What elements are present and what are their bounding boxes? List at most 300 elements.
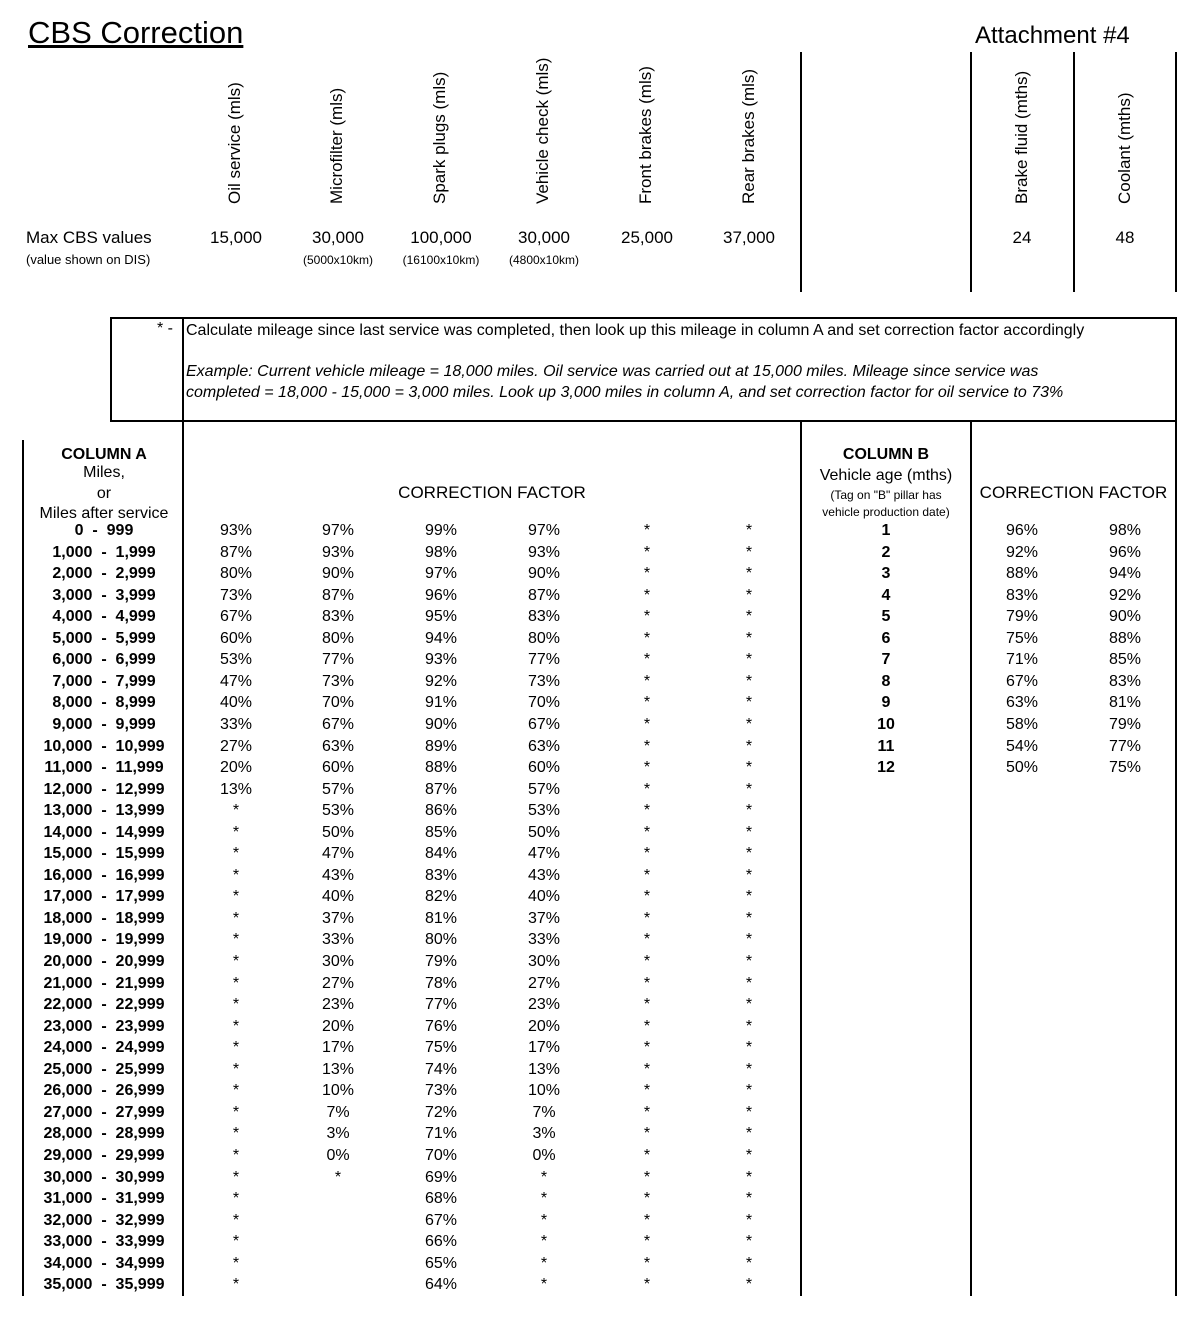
correction-cell: * — [643, 953, 651, 970]
correction-cell: * — [745, 780, 753, 798]
correction-cell: * — [232, 866, 240, 884]
correction-cell: 50% — [321, 823, 355, 841]
correction-cell: * — [745, 1082, 753, 1100]
age-correction-cell: 67% — [1005, 672, 1039, 690]
column-header: Rear brakes (mls) — [739, 68, 758, 204]
correction-cell: * — [745, 866, 753, 884]
correction-cell: * — [232, 1103, 240, 1121]
mileage-range: 32,000 - 32,999 — [43, 1211, 165, 1229]
correction-cell: * — [745, 845, 753, 863]
mileage-range: 31,000 - 31,999 — [43, 1190, 165, 1208]
age-correction-cell: 98% — [1108, 522, 1142, 539]
table-divider — [800, 422, 802, 1296]
table-right-border — [1175, 422, 1177, 1296]
correction-cell: 91% — [424, 694, 458, 712]
correction-cell: 73% — [527, 672, 561, 690]
correction-cell: 50% — [527, 823, 561, 841]
mileage-range: 28,000 - 28,999 — [43, 1125, 165, 1143]
age-correction-cell: 75% — [1108, 759, 1142, 777]
correction-cell: 83% — [527, 608, 561, 626]
correction-cell: * — [232, 1082, 240, 1100]
correction-cell: * — [745, 1060, 753, 1078]
correction-cell: 84% — [424, 845, 458, 863]
correction-cell: 40% — [321, 888, 355, 906]
correction-cell: * — [643, 694, 651, 712]
correction-cell: 7% — [532, 1103, 556, 1121]
correction-cell: 67% — [527, 715, 561, 733]
max-subvalue: (16100x10km) — [402, 253, 480, 267]
correction-cell: * — [643, 651, 651, 669]
correction-cell: 87% — [527, 586, 561, 604]
correction-cell: * — [745, 737, 753, 755]
age-correction-cell: 79% — [1108, 715, 1142, 733]
correction-cell: * — [232, 823, 240, 841]
mileage-range: 0 - 999 — [74, 522, 134, 539]
correction-cell: * — [745, 996, 753, 1014]
max-value: 24 — [1012, 228, 1032, 247]
age-correction-cell: 88% — [1005, 565, 1039, 583]
correction-cell: 60% — [321, 759, 355, 777]
correction-cell: * — [643, 866, 651, 884]
note-box-bottom — [110, 420, 1177, 422]
age-correction-cell: 88% — [1108, 629, 1142, 647]
correction-cell: 20% — [321, 1017, 355, 1035]
mileage-range: 6,000 - 6,999 — [52, 651, 156, 669]
column-b-line1: Vehicle age (mths) — [819, 467, 953, 484]
correction-cell: * — [745, 823, 753, 841]
correction-cell: 80% — [219, 565, 253, 583]
divider — [1073, 52, 1075, 292]
correction-cell: * — [232, 1211, 240, 1229]
note-box-divider — [182, 317, 184, 422]
max-value: 100,000 — [410, 228, 472, 247]
correction-cell: 80% — [527, 629, 561, 647]
correction-cell: 23% — [321, 996, 355, 1014]
correction-cell: * — [643, 1103, 651, 1121]
correction-cell: 83% — [424, 866, 458, 884]
correction-cell: * — [643, 1276, 651, 1294]
correction-cell: * — [232, 996, 240, 1014]
correction-cell: * — [745, 888, 753, 906]
correction-cell: * — [745, 1125, 753, 1143]
age-month: 10 — [877, 715, 895, 733]
correction-cell: * — [643, 1233, 651, 1251]
correction-cell: * — [232, 1146, 240, 1164]
correction-cell: * — [643, 1017, 651, 1035]
correction-cell: 7% — [326, 1103, 350, 1121]
correction-cell: 3% — [326, 1125, 350, 1143]
mileage-range: 10,000 - 10,999 — [43, 737, 165, 755]
mileage-range: 24,000 - 24,999 — [43, 1039, 165, 1057]
correction-cell: * — [232, 1254, 240, 1272]
max-value: 25,000 — [621, 228, 673, 247]
correction-cell: * — [232, 1168, 240, 1186]
column-a-title: COLUMN A — [61, 446, 147, 463]
correction-cell: 76% — [424, 1017, 458, 1035]
correction-cell: 63% — [321, 737, 355, 755]
age-correction-cell: 63% — [1005, 694, 1039, 712]
max-subvalue: (4800x10km) — [508, 253, 580, 267]
note-marker: * - — [157, 320, 173, 337]
correction-cell: * — [643, 1190, 651, 1208]
max-value: 15,000 — [210, 228, 262, 247]
correction-cell: 81% — [424, 909, 458, 927]
age-month: 2 — [881, 543, 891, 561]
age-correction-cell: 50% — [1005, 759, 1039, 777]
correction-cell: * — [643, 759, 651, 777]
correction-cell: * — [643, 823, 651, 841]
correction-cell: 17% — [527, 1039, 561, 1057]
age-correction-cell: 75% — [1005, 629, 1039, 647]
age-month: 3 — [881, 565, 891, 583]
correction-cell: * — [745, 629, 753, 647]
correction-cell: 69% — [424, 1168, 458, 1186]
column-b-line2: (Tag on "B" pillar has — [830, 488, 942, 502]
correction-cell: 92% — [424, 672, 458, 690]
mileage-range: 1,000 - 1,999 — [52, 543, 156, 561]
correction-cell: 10% — [527, 1082, 561, 1100]
correction-cell: 73% — [219, 586, 253, 604]
correction-cell: * — [232, 802, 240, 820]
correction-cell: * — [745, 1103, 753, 1121]
column-header: Brake fluid (mths) — [1012, 70, 1031, 204]
correction-factor-label: CORRECTION FACTOR — [398, 483, 586, 502]
age-month: 6 — [881, 629, 891, 647]
column-header: Microfilter (mls) — [327, 87, 346, 204]
correction-cell: 70% — [321, 694, 355, 712]
correction-cell: * — [745, 974, 753, 992]
correction-cell: * — [745, 1190, 753, 1208]
correction-cell: * — [643, 1039, 651, 1057]
age-correction-cell: 77% — [1108, 737, 1142, 755]
correction-cell: 0% — [326, 1146, 350, 1164]
correction-cell: 90% — [321, 565, 355, 583]
correction-cell: 43% — [321, 866, 355, 884]
correction-cell: 95% — [424, 608, 458, 626]
correction-cell: 33% — [527, 931, 561, 949]
mileage-range: 2,000 - 2,999 — [52, 565, 156, 583]
correction-cell: 98% — [424, 543, 458, 561]
age-correction-cell: 96% — [1005, 522, 1039, 539]
age-correction-cell: 81% — [1108, 694, 1142, 712]
correction-cell: * — [643, 1168, 651, 1186]
correction-cell: 57% — [321, 780, 355, 798]
correction-cell: * — [232, 1125, 240, 1143]
correction-cell: 67% — [219, 608, 253, 626]
correction-cell: * — [232, 1276, 240, 1294]
correction-cell: * — [745, 1168, 753, 1186]
mileage-range: 29,000 - 29,999 — [43, 1146, 165, 1164]
correction-cell: 27% — [527, 974, 561, 992]
correction-cell: 53% — [321, 802, 355, 820]
age-correction-cell: 71% — [1005, 651, 1039, 669]
correction-cell: 75% — [424, 1039, 458, 1057]
correction-cell: * — [232, 888, 240, 906]
correction-cell: 93% — [424, 651, 458, 669]
correction-cell: 82% — [424, 888, 458, 906]
correction-cell: * — [232, 1190, 240, 1208]
mileage-range: 35,000 - 35,999 — [43, 1276, 165, 1294]
max-value: 30,000 — [312, 228, 364, 247]
correction-cell: * — [643, 1060, 651, 1078]
correction-cell: * — [745, 953, 753, 970]
correction-cell: * — [643, 737, 651, 755]
mileage-range: 15,000 - 15,999 — [43, 845, 165, 863]
correction-cell: 47% — [321, 845, 355, 863]
column-a-line1: Miles, — [83, 464, 125, 481]
correction-cell: 57% — [527, 780, 561, 798]
mileage-range: 34,000 - 34,999 — [43, 1254, 165, 1272]
correction-cell: 63% — [527, 737, 561, 755]
correction-cell: 66% — [424, 1233, 458, 1251]
note-box-right — [1175, 317, 1177, 422]
correction-cell: 97% — [424, 565, 458, 583]
correction-cell: * — [745, 1233, 753, 1251]
correction-cell: * — [232, 1060, 240, 1078]
correction-cell: 86% — [424, 802, 458, 820]
mileage-range: 19,000 - 19,999 — [43, 931, 165, 949]
column-b-title: COLUMN B — [842, 446, 930, 463]
correction-cell: * — [643, 543, 651, 561]
correction-cell: 37% — [321, 909, 355, 927]
correction-cell: 37% — [527, 909, 561, 927]
divider — [970, 52, 972, 292]
correction-cell: 88% — [424, 759, 458, 777]
correction-cell: * — [643, 629, 651, 647]
correction-cell: 13% — [527, 1060, 561, 1078]
mileage-range: 4,000 - 4,999 — [52, 608, 156, 626]
correction-cell: * — [745, 802, 753, 820]
correction-cell: * — [643, 909, 651, 927]
mileage-range: 21,000 - 21,999 — [43, 974, 165, 992]
correction-cell: * — [232, 953, 240, 970]
mileage-range: 33,000 - 33,999 — [43, 1233, 165, 1251]
age-month: 5 — [881, 608, 891, 626]
correction-cell: * — [745, 608, 753, 626]
correction-cell: 90% — [424, 715, 458, 733]
correction-cell: * — [643, 780, 651, 798]
correction-cell: * — [745, 759, 753, 777]
correction-cell: 93% — [219, 522, 253, 539]
correction-cell: * — [643, 1082, 651, 1100]
correction-cell: * — [643, 672, 651, 690]
correction-cell: * — [643, 974, 651, 992]
correction-cell: * — [643, 888, 651, 906]
column-a-line2: or — [96, 485, 112, 502]
correction-cell: * — [643, 996, 651, 1014]
divider — [800, 52, 802, 292]
correction-cell: * — [745, 672, 753, 690]
correction-cell: 74% — [424, 1060, 458, 1078]
mileage-range: 22,000 - 22,999 — [43, 996, 165, 1014]
correction-cell: 40% — [527, 888, 561, 906]
note-example-2: completed = 18,000 - 15,000 = 3,000 miles. Look up 3,000 miles in column A, and set correction factor for oil service to 73% — [186, 384, 1064, 401]
divider — [1175, 52, 1177, 292]
column-header: Spark plugs (mls) — [430, 71, 449, 204]
age-correction-cell: 96% — [1108, 543, 1142, 561]
correction-cell: 77% — [527, 651, 561, 669]
correction-cell: 97% — [527, 522, 561, 539]
correction-cell: 17% — [321, 1039, 355, 1057]
correction-cell: 80% — [424, 931, 458, 949]
correction-cell: 47% — [219, 672, 253, 690]
correction-cell: * — [643, 608, 651, 626]
mileage-range: 27,000 - 27,999 — [43, 1103, 165, 1121]
correction-cell: 99% — [424, 522, 458, 539]
age-correction-cell: 94% — [1108, 565, 1142, 583]
correction-cell: 64% — [424, 1276, 458, 1294]
correction-cell: 70% — [424, 1146, 458, 1164]
max-subvalue: (5000x10km) — [302, 253, 374, 267]
correction-cell: * — [643, 522, 651, 539]
mileage-range: 16,000 - 16,999 — [43, 866, 165, 884]
age-correction-cell: 79% — [1005, 608, 1039, 626]
correction-cell: 94% — [424, 629, 458, 647]
correction-factor-label-b: CORRECTION FACTOR — [979, 483, 1168, 502]
correction-cell: * — [745, 1254, 753, 1272]
correction-cell: * — [540, 1276, 548, 1294]
correction-cell: * — [643, 802, 651, 820]
correction-cell: * — [540, 1233, 548, 1251]
correction-cell: 60% — [527, 759, 561, 777]
correction-cell: 96% — [424, 586, 458, 604]
table-divider — [970, 422, 972, 1296]
correction-cell: * — [745, 1017, 753, 1035]
age-month: 7 — [881, 651, 891, 669]
age-month: 1 — [881, 522, 891, 539]
correction-cell: 83% — [321, 608, 355, 626]
correction-cell: 13% — [321, 1060, 355, 1078]
correction-cell: 80% — [321, 629, 355, 647]
correction-cell: 72% — [424, 1103, 458, 1121]
mileage-range: 18,000 - 18,999 — [43, 909, 165, 927]
correction-cell: 13% — [219, 780, 253, 798]
age-month: 12 — [877, 759, 895, 777]
mileage-range: 7,000 - 7,999 — [52, 672, 156, 690]
correction-cell: * — [643, 715, 651, 733]
age-correction-cell: 58% — [1005, 715, 1039, 733]
correction-cell: * — [745, 909, 753, 927]
correction-cell: 23% — [527, 996, 561, 1014]
correction-cell: * — [745, 651, 753, 669]
correction-cell: 70% — [527, 694, 561, 712]
correction-cell: * — [643, 1125, 651, 1143]
column-header: Oil service (mls) — [225, 82, 244, 204]
correction-cell: 27% — [321, 974, 355, 992]
correction-cell: * — [745, 1276, 753, 1294]
correction-cell: 77% — [424, 996, 458, 1014]
correction-cell: 73% — [321, 672, 355, 690]
max-value: 37,000 — [723, 228, 775, 247]
correction-cell: 67% — [321, 715, 355, 733]
mileage-range: 30,000 - 30,999 — [43, 1168, 165, 1186]
note-box-top — [110, 317, 1177, 319]
correction-cell: 40% — [219, 694, 253, 712]
correction-cell: 93% — [321, 543, 355, 561]
correction-cell: 77% — [321, 651, 355, 669]
mileage-range: 17,000 - 17,999 — [43, 888, 165, 906]
age-correction-cell: 85% — [1108, 651, 1142, 669]
attachment-label: Attachment #4 — [975, 22, 1130, 49]
mileage-range: 3,000 - 3,999 — [52, 586, 156, 604]
correction-cell: * — [745, 715, 753, 733]
correction-cell: * — [745, 522, 753, 539]
correction-cell: * — [745, 694, 753, 712]
mileage-range: 25,000 - 25,999 — [43, 1060, 165, 1078]
correction-cell: * — [643, 586, 651, 604]
note-text: Calculate mileage since last service was completed, then look up this mileage in column A and set correction factor accordingly — [186, 322, 1085, 339]
age-correction-cell: 83% — [1108, 672, 1142, 690]
max-cbs-sublabel: (value shown on DIS) — [26, 252, 151, 267]
correction-cell: * — [540, 1168, 548, 1186]
correction-cell: * — [643, 1254, 651, 1272]
correction-cell: * — [745, 543, 753, 561]
correction-cell: * — [334, 1168, 342, 1186]
note-example-1: Example: Current vehicle mileage = 18,000 miles. Oil service was carried out at 15,000 miles. Mileage since service was — [186, 363, 1039, 380]
correction-cell: * — [540, 1211, 548, 1229]
age-correction-cell: 83% — [1005, 586, 1039, 604]
mileage-range: 20,000 - 20,999 — [43, 953, 165, 970]
correction-cell: * — [232, 909, 240, 927]
correction-cell: 73% — [424, 1082, 458, 1100]
correction-cell: 85% — [424, 823, 458, 841]
age-correction-cell: 90% — [1108, 608, 1142, 626]
correction-cell: 78% — [424, 974, 458, 992]
correction-cell: * — [540, 1190, 548, 1208]
column-header: Coolant (mths) — [1115, 92, 1134, 204]
correction-cell: 30% — [321, 953, 355, 970]
max-value: 48 — [1115, 228, 1135, 247]
correction-cell: 3% — [532, 1125, 556, 1143]
correction-cell: * — [745, 586, 753, 604]
correction-cell: 20% — [527, 1017, 561, 1035]
correction-cell: 33% — [321, 931, 355, 949]
mileage-range: 26,000 - 26,999 — [43, 1082, 165, 1100]
mileage-range: 13,000 - 13,999 — [43, 802, 165, 820]
correction-cell: 30% — [527, 953, 561, 970]
max-cbs-label: Max CBS values — [26, 228, 152, 247]
mileage-range: 9,000 - 9,999 — [52, 715, 156, 733]
correction-cell: * — [745, 1211, 753, 1229]
correction-cell: 68% — [424, 1190, 458, 1208]
column-header: Front brakes (mls) — [636, 66, 655, 204]
correction-cell: * — [540, 1254, 548, 1272]
correction-cell: 53% — [527, 802, 561, 820]
correction-cell: * — [643, 565, 651, 583]
correction-cell: 33% — [219, 715, 253, 733]
age-month: 4 — [881, 586, 891, 604]
correction-cell: 87% — [219, 543, 253, 561]
mileage-range: 5,000 - 5,999 — [52, 629, 156, 647]
correction-cell: 10% — [321, 1082, 355, 1100]
correction-cell: 93% — [527, 543, 561, 561]
correction-cell: * — [232, 1039, 240, 1057]
correction-cell: * — [745, 1146, 753, 1164]
max-value: 30,000 — [518, 228, 570, 247]
correction-cell: 27% — [219, 737, 253, 755]
correction-cell: 0% — [532, 1146, 556, 1164]
correction-cell: 65% — [424, 1254, 458, 1272]
age-correction-cell: 54% — [1005, 737, 1039, 755]
correction-cell: * — [232, 931, 240, 949]
correction-cell: 97% — [321, 522, 355, 539]
age-correction-cell: 92% — [1108, 586, 1142, 604]
column-header: Vehicle check (mls) — [533, 57, 552, 204]
column-a-line3: Miles after service — [39, 505, 169, 522]
mileage-range: 23,000 - 23,999 — [43, 1017, 165, 1035]
mileage-range: 11,000 - 11,999 — [44, 759, 164, 777]
correction-cell: 87% — [321, 586, 355, 604]
